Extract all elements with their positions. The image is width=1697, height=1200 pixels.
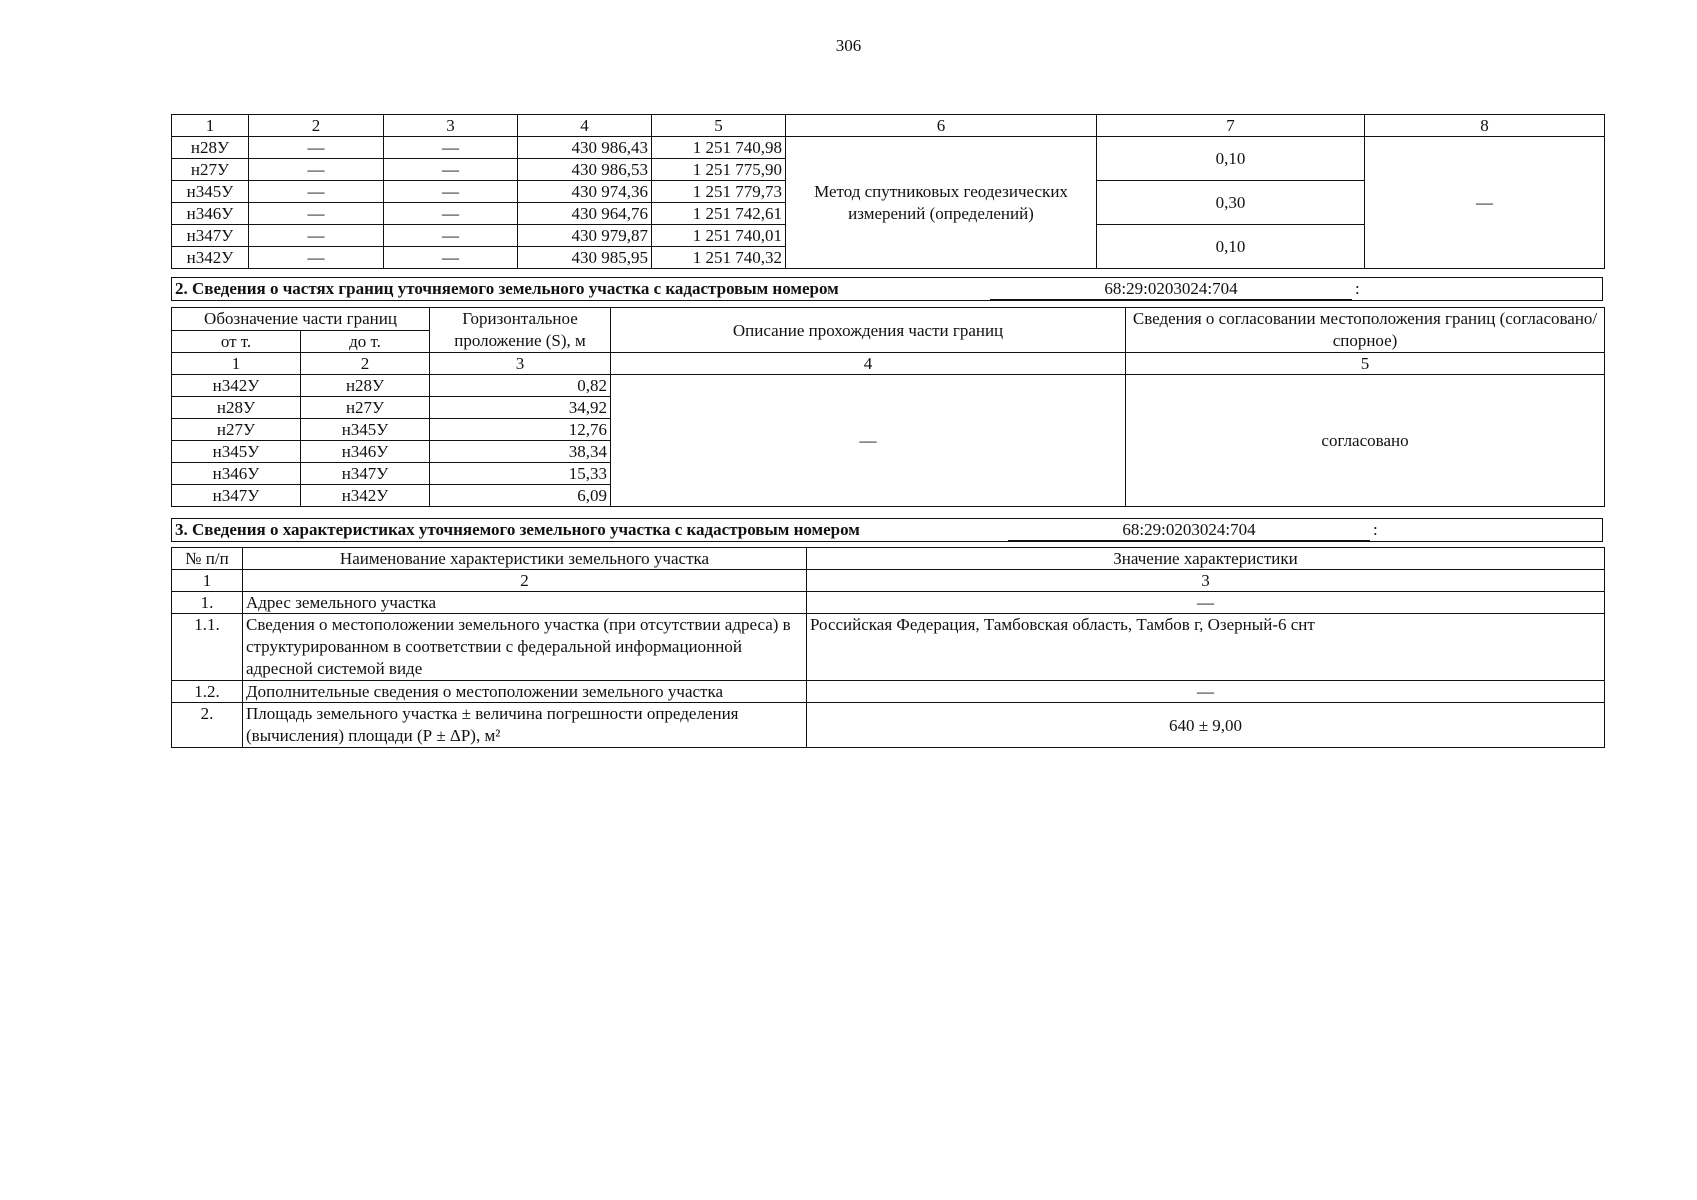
- characteristics-header-row: [172, 548, 1605, 570]
- column-number: 7: [1097, 115, 1365, 137]
- from-point: н346У: [172, 463, 301, 485]
- row-number: 1.: [172, 592, 243, 614]
- column-number: 3: [430, 353, 611, 375]
- section2-title: 2. Сведения о частях границ уточняемого земельного участка с кадастровым номером: [175, 279, 839, 298]
- characteristic-name: Сведения о местоположении земельного участка (при отсутствии адреса) в структурированном в соответствии с федеральной информационной адресной системой виде: [243, 614, 807, 681]
- from-point: н347У: [172, 485, 301, 507]
- cell-dash: —: [384, 137, 518, 159]
- characteristics-colnum-row: [172, 570, 1605, 592]
- to-point: н28У: [301, 375, 430, 397]
- page-number: 306: [835, 36, 862, 55]
- point-label: н347У: [172, 225, 249, 247]
- to-point: н27У: [301, 397, 430, 419]
- point-label: н342У: [172, 247, 249, 269]
- section2-title-bar: [171, 277, 1603, 301]
- point-label: н346У: [172, 203, 249, 225]
- column-number: 2: [249, 115, 384, 137]
- boundary-colnum-row: [172, 353, 1605, 375]
- column-number: 1: [172, 570, 243, 592]
- cell-dash: —: [384, 203, 518, 225]
- row-number: 1.1.: [172, 614, 243, 681]
- horizontal-value: 6,09: [430, 485, 611, 507]
- column-number: 8: [1365, 115, 1605, 137]
- coordinates-table: [171, 114, 1605, 269]
- designation-header: Обозначение части границ: [172, 308, 430, 331]
- section3-title: 3. Сведения о характеристиках уточняемого земельного участка с кадастровым номером: [175, 520, 860, 539]
- point-label: н28У: [172, 137, 249, 159]
- section3-title-bar: [171, 518, 1603, 542]
- coord-y: 1 251 779,73: [652, 181, 786, 203]
- point-label: н27У: [172, 159, 249, 181]
- cell-dash: —: [384, 225, 518, 247]
- column-number: 3: [384, 115, 518, 137]
- column-number: 3: [807, 570, 1605, 592]
- table-row: [172, 592, 1605, 614]
- coord-y: 1 251 742,61: [652, 203, 786, 225]
- table-row: [172, 614, 1605, 681]
- row-number: 2.: [172, 703, 243, 748]
- cell-dash: —: [384, 181, 518, 203]
- horizontal-value: 15,33: [430, 463, 611, 485]
- cell-dash: —: [249, 159, 384, 181]
- accuracy-cell: 0,10: [1097, 225, 1365, 269]
- characteristics-table: [171, 547, 1605, 748]
- coord-x: 430 974,36: [518, 181, 652, 203]
- cell-dash: —: [249, 247, 384, 269]
- coord-x: 430 964,76: [518, 203, 652, 225]
- table-row: [172, 681, 1605, 703]
- column-number: 1: [172, 353, 301, 375]
- table-row: [172, 375, 1605, 397]
- characteristic-name: Адрес земельного участка: [243, 592, 807, 614]
- column-number: 1: [172, 115, 249, 137]
- from-point: н27У: [172, 419, 301, 441]
- coord-x: 430 979,87: [518, 225, 652, 247]
- description-header: Описание прохождения части границ: [611, 308, 1126, 353]
- to-point: н345У: [301, 419, 430, 441]
- cell-dash: —: [384, 247, 518, 269]
- coord-x: 430 986,43: [518, 137, 652, 159]
- characteristic-value: Российская Федерация, Тамбовская область, Тамбов г, Озерный-6 снт: [807, 614, 1605, 681]
- column-number: 2: [243, 570, 807, 592]
- table-row: [172, 703, 1605, 748]
- method-cell: Метод спутниковых геодезических измерений (определений): [786, 137, 1097, 269]
- coord-y: 1 251 740,01: [652, 225, 786, 247]
- agreement-cell: согласовано: [1126, 375, 1605, 507]
- coordinates-header-row: [172, 115, 1605, 137]
- column-number: 4: [518, 115, 652, 137]
- characteristic-value: —: [807, 681, 1605, 703]
- agreement-header: Сведения о согласовании местоположения границ (согласовано/спорное): [1126, 308, 1605, 353]
- coord-y: 1 251 775,90: [652, 159, 786, 181]
- num-header: № п/п: [172, 548, 243, 570]
- section3-colon: :: [1373, 520, 1378, 539]
- cell-dash: —: [249, 203, 384, 225]
- accuracy-cell: 0,10: [1097, 137, 1365, 181]
- point-label: н345У: [172, 181, 249, 203]
- from-point: н28У: [172, 397, 301, 419]
- coord-x: 430 985,95: [518, 247, 652, 269]
- horizontal-value: 0,82: [430, 375, 611, 397]
- cell-dash: —: [249, 225, 384, 247]
- horizontal-value: 12,76: [430, 419, 611, 441]
- section3-cadastral-number: 68:29:0203024:704: [1008, 519, 1370, 541]
- col8-cell: —: [1365, 137, 1605, 269]
- boundary-parts-table: [171, 307, 1605, 507]
- value-header: Значение характеристики: [807, 548, 1605, 570]
- row-number: 1.2.: [172, 681, 243, 703]
- from-point: н345У: [172, 441, 301, 463]
- horizontal-header: Горизонтальное проложение (S), м: [430, 308, 611, 353]
- column-number: 2: [301, 353, 430, 375]
- column-number: 4: [611, 353, 1126, 375]
- to-point: н347У: [301, 463, 430, 485]
- coord-y: 1 251 740,98: [652, 137, 786, 159]
- from-point: н342У: [172, 375, 301, 397]
- from-header: от т.: [172, 330, 301, 353]
- cell-dash: —: [384, 159, 518, 181]
- section2-cadastral-number: 68:29:0203024:704: [990, 278, 1352, 300]
- horizontal-value: 38,34: [430, 441, 611, 463]
- description-cell: —: [611, 375, 1126, 507]
- boundary-header-row: [172, 308, 1605, 331]
- accuracy-cell: 0,30: [1097, 181, 1365, 225]
- to-header: до т.: [301, 330, 430, 353]
- column-number: 5: [652, 115, 786, 137]
- to-point: н342У: [301, 485, 430, 507]
- cell-dash: —: [249, 181, 384, 203]
- column-number: 5: [1126, 353, 1605, 375]
- coord-x: 430 986,53: [518, 159, 652, 181]
- characteristic-value: 640 ± 9,00: [807, 703, 1605, 748]
- name-header: Наименование характеристики земельного участка: [243, 548, 807, 570]
- section2-colon: :: [1355, 279, 1360, 298]
- horizontal-value: 34,92: [430, 397, 611, 419]
- characteristic-value: —: [807, 592, 1605, 614]
- column-number: 6: [786, 115, 1097, 137]
- table-row: [172, 137, 1605, 159]
- cell-dash: —: [249, 137, 384, 159]
- to-point: н346У: [301, 441, 430, 463]
- coord-y: 1 251 740,32: [652, 247, 786, 269]
- characteristic-name: Площадь земельного участка ± величина погрешности определения (вычисления) площади (Р ± ΔР), м²: [243, 703, 807, 748]
- characteristic-name: Дополнительные сведения о местоположении земельного участка: [243, 681, 807, 703]
